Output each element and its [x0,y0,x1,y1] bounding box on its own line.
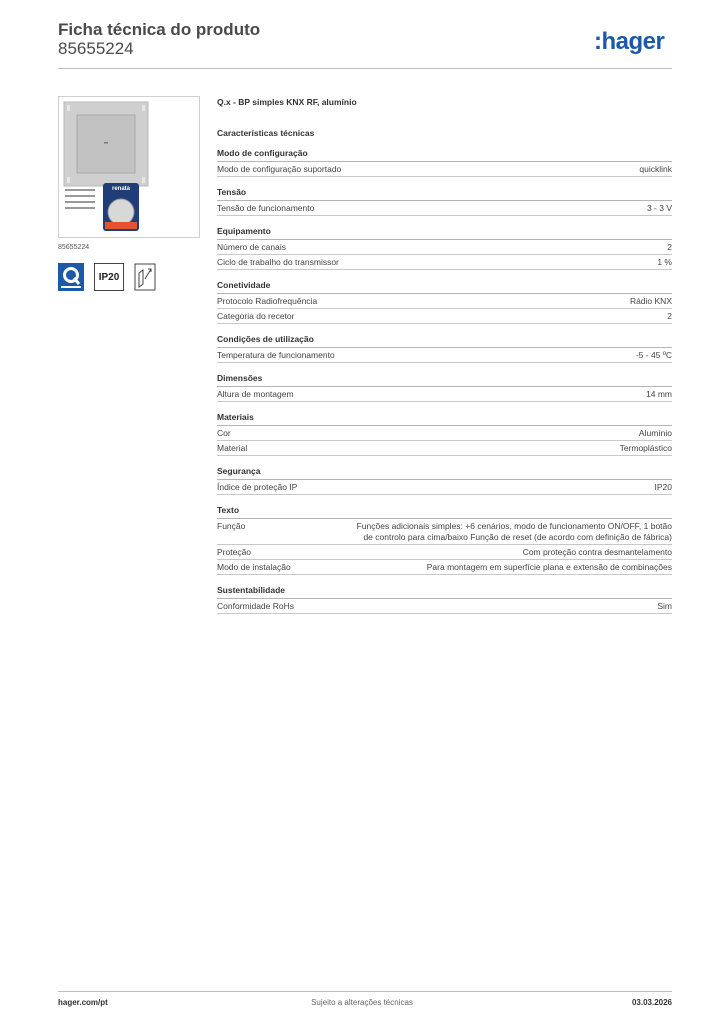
product-name: Q.x - BP simples KNX RF, alumínio [217,97,357,107]
spec-value: Termoplástico [619,443,672,453]
spec-group [217,334,672,363]
spec-group [217,280,672,324]
spec-value: Para montagem em superfície plana e extensão de combinações [426,562,672,572]
spec-label: Categoria do recetor [217,311,295,321]
footer-date: 03.03.2026 [631,998,672,1007]
spec-value: 2 [667,242,672,252]
spec-groups [217,148,672,614]
spec-value: 3 - 3 V [646,203,672,213]
spec-group [217,585,672,614]
spec-row [217,441,672,456]
spec-value: Sim [657,601,672,611]
spec-value: Com proteção contra desmantelamento [522,547,672,557]
spec-group-title: Conetividade [217,280,672,294]
image-code: 85655224 [58,244,90,251]
spec-value: Alumínio [638,428,672,438]
spec-value: 14 mm [646,389,672,399]
spec-label: Número de canais [217,242,286,252]
footer-divider [58,991,672,992]
ip20-badge: IP20 [94,263,124,291]
spec-label: Ciclo de trabalho do transmissor [217,257,339,267]
spec-row [217,240,672,255]
product-number: 85655224 [58,39,134,58]
spec-row [217,480,672,495]
spec-value: Funções adicionais simples: +6 cenários, modo de funcionamento ON/OFF, 1 botão de controlo para cima/baixo Função de reset (de acordo com definição de fábrica) [356,521,672,542]
spec-group-title: Condições de utilização [217,334,672,348]
spec-group-title: Dimensões [217,373,672,387]
technical-characteristics-heading: Características técnicas [217,128,315,138]
spec-label: Modo de configuração suportado [217,164,342,174]
spec-group-title: Equipamento [217,226,672,240]
hager-logo: :hager [594,28,665,55]
spec-row [217,348,672,363]
spec-label: Função [217,521,246,531]
spec-row [217,545,672,560]
spec-label: Altura de montagem [217,389,294,399]
spec-group [217,505,672,575]
spec-row [217,201,672,216]
spec-label: Tensão de funcionamento [217,203,315,213]
spec-group [217,226,672,270]
spec-row [217,426,672,441]
spec-value: 1 % [657,257,672,267]
spec-value: 2 [667,311,672,321]
footer-website[interactable]: hager.com/pt [58,998,108,1007]
spec-value: -5 - 45 ºC [635,350,672,360]
spec-row [217,255,672,270]
quicklink-icon [58,263,84,291]
spec-label: Protocolo Radiofrequência [217,296,318,306]
spec-group-title: Modo de configuração [217,148,672,162]
product-illustration [59,97,199,237]
spec-group [217,466,672,495]
spec-label: Modo de instalação [217,562,291,572]
spec-row [217,519,672,545]
spec-row [217,309,672,324]
spec-group-title: Tensão [217,187,672,201]
surface-mount-icon [134,263,156,291]
spec-value: IP20 [654,482,672,492]
spec-label: Índice de proteção IP [217,482,298,492]
product-image [58,96,200,238]
header-divider [58,68,672,69]
spec-group [217,373,672,402]
spec-value: quicklink [639,164,672,174]
spec-row [217,599,672,614]
footer-note: Sujeito a alterações técnicas [311,998,413,1007]
spec-label: Proteção [217,547,252,557]
spec-row [217,162,672,177]
spec-group-title: Segurança [217,466,672,480]
spec-group [217,412,672,456]
spec-group [217,187,672,216]
spec-value: Rádio KNX [629,296,672,306]
spec-row [217,294,672,309]
spec-row [217,387,672,402]
specifications-panel [217,96,672,624]
spec-row [217,560,672,575]
spec-group-title: Sustentabilidade [217,585,672,599]
document-title: Ficha técnica do produto [58,20,261,39]
spec-label: Material [217,443,248,453]
spec-label: Temperatura de funcionamento [217,350,335,360]
spec-group-title: Materiais [217,412,672,426]
spec-group [217,148,672,177]
spec-group-title: Texto [217,505,672,519]
spec-label: Conformidade RoHs [217,601,295,611]
battery-brand-label: renata [111,186,130,192]
spec-label: Cor [217,428,231,438]
